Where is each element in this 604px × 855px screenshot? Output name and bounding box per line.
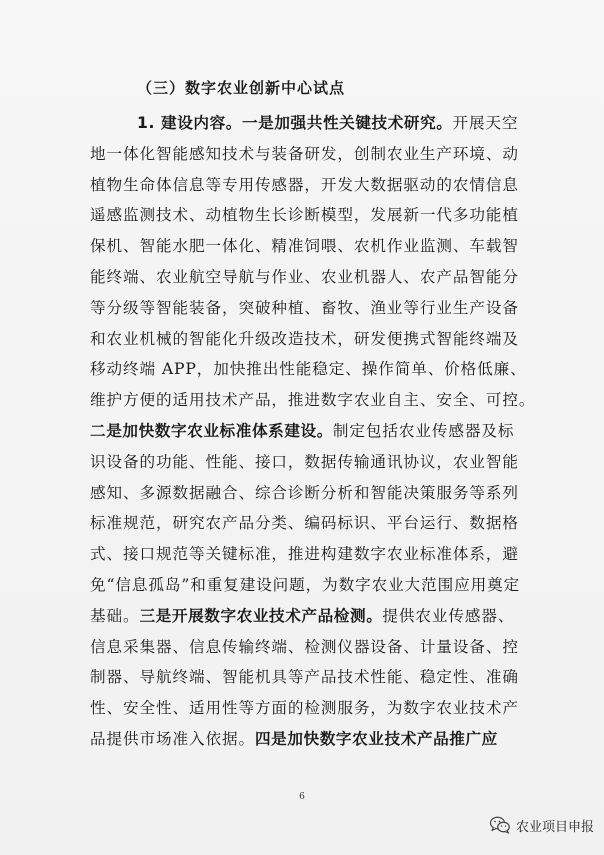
text-line	[90, 385, 536, 416]
watermark-text: 农业项目申报	[515, 819, 594, 835]
text-line	[90, 478, 522, 509]
text-run: 感知、多源数据融合、综合诊断分析和智能决策服务等系列	[90, 483, 519, 502]
bold-run: 三是开展数字农业技术产品检测。	[139, 606, 383, 625]
text-run: 提供农业传感器、	[382, 606, 515, 625]
text-run: 式、接口规范等关键标准，推进构建数字农业标准体系，避	[90, 545, 519, 564]
text-run: 制定包括农业传感器及标	[332, 421, 515, 440]
text-run: 植物生命体信息等专用传感器，开发大数据驱动的农情信息	[90, 175, 519, 194]
bold-run: 1. 建设内容。一是加强共性关键技术研究。	[137, 114, 453, 132]
text-run: 地一体化智能感知技术与装备研发，创制农业生产环境、动	[90, 144, 519, 163]
text-run: 信息采集器、信息传输终端、检测仪器设备、计量设备、控	[90, 637, 519, 656]
body-text	[90, 108, 536, 755]
text-line	[90, 262, 522, 293]
text-run: 开展天空	[452, 114, 519, 132]
text-line	[90, 632, 522, 663]
text-line	[90, 293, 522, 324]
text-run: 能终端、农业航空导航与作业、农业机器人、农产品智能分	[90, 267, 519, 286]
text-line	[90, 693, 522, 724]
text-line	[90, 662, 522, 693]
text-run: 品提供市场准入依据。	[90, 729, 255, 748]
text-line	[90, 416, 522, 447]
text-line	[90, 447, 522, 478]
text-line	[90, 170, 522, 201]
text-run: 和农业机械的智能化升级改造技术，研发便携式智能终端及	[90, 329, 519, 348]
text-line	[90, 601, 522, 632]
text-line	[90, 200, 522, 231]
text-line	[90, 508, 522, 539]
section-heading: （三）数字农业创新中心试点	[137, 79, 346, 97]
wechat-icon	[489, 815, 511, 835]
text-run: 维护方便的适用技术产品，推进数字农业自主、安全、可控。	[90, 391, 536, 410]
text-line	[90, 570, 522, 601]
text-run: 遥感监测技术、动植物生长诊断模型，发展新一代多功能植	[90, 206, 519, 225]
text-line	[90, 724, 522, 755]
watermark	[489, 815, 594, 835]
text-line	[90, 539, 522, 570]
text-run: 识设备的功能、性能、接口，数据传输通讯协议，农业智能	[90, 452, 519, 471]
text-run: 基础。	[90, 606, 140, 625]
text-run: 标准规范，研究农产品分类、编码标识、平台运行、数据格	[90, 514, 519, 533]
text-run: 等分级等智能装备，突破种植、畜牧、渔业等行业生产设备	[90, 298, 519, 317]
text-line	[90, 139, 522, 170]
bold-run: 四是加快数字农业技术产品推广应	[254, 729, 498, 748]
bold-run: 二是加快数字农业标准体系建设。	[90, 421, 333, 440]
text-run: 免“信息孤岛”和重复建设问题，为数字农业大范围应用奠定	[90, 575, 521, 594]
page-number: 6	[299, 792, 305, 802]
text-line	[90, 108, 522, 139]
text-run: 移动终端 APP，加快推出性能稳定、操作简单、价格低廉、	[90, 360, 527, 379]
text-line	[90, 324, 522, 355]
text-line	[90, 354, 527, 385]
text-run: 保机、智能水肥一体化、精准饲喂、农机作业监测、车载智	[90, 237, 519, 256]
text-run: 性、安全性、适用性等方面的检测服务，为数字农业技术产	[90, 699, 519, 718]
text-line	[90, 231, 522, 262]
text-run: 制器、导航终端、智能机具等产品技术性能、稳定性、准确	[90, 668, 519, 687]
